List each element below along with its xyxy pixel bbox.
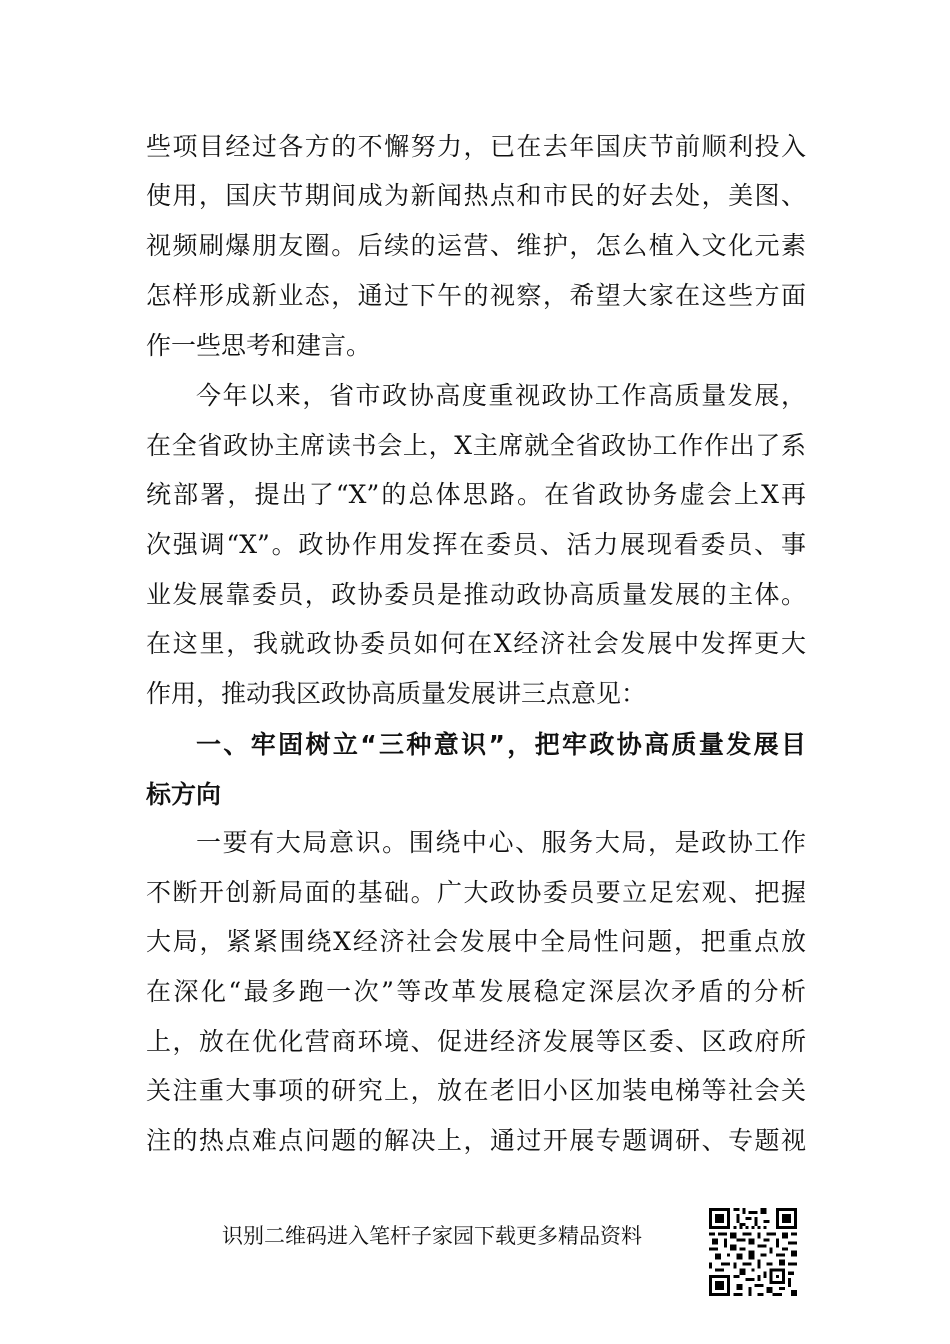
paragraph-2-line-3: 统部署，提出了“X”的总体思路。在省政协务虚会上X再 bbox=[146, 480, 806, 509]
paragraph-4-line-7: 注的热点难点问题的解决上，通过开展专题调研、专题视 bbox=[146, 1126, 806, 1155]
paragraph-1-line-1: 些项目经过各方的不懈努力，已在去年国庆节前顺利投入 bbox=[146, 132, 806, 161]
qr-code-icon[interactable] bbox=[709, 1208, 797, 1296]
paragraph-4-line-1: 一要有大局意识。围绕中心、服务大局，是政协工作 bbox=[196, 828, 806, 857]
paragraph-2-line-2: 在全省政协主席读书会上，X主席就全省政协工作作出了系 bbox=[146, 431, 806, 460]
paragraph-2-line-6: 在这里，我就政协委员如何在X经济社会发展中发挥更大 bbox=[146, 629, 806, 658]
paragraph-4-line-6: 关注重大事项的研究上，放在老旧小区加装电梯等社会关 bbox=[146, 1076, 806, 1105]
footer-promo-text: 识别二维码进入笔杆子家园下载更多精品资料 bbox=[222, 1224, 642, 1248]
paragraph-1-line-5: 作一些思考和建言。 bbox=[146, 331, 372, 360]
paragraph-4-line-3: 大局，紧紧围绕X经济社会发展中全局性问题，把重点放 bbox=[146, 927, 806, 956]
section-heading-line-1: 一、牢固树立“三种意识”，把牢政协高质量发展目 bbox=[196, 730, 806, 759]
paragraph-1-line-2: 使用，国庆节期间成为新闻热点和市民的好去处，美图、 bbox=[146, 181, 806, 210]
paragraph-1-line-4: 怎样形成新业态，通过下午的视察，希望大家在这些方面 bbox=[146, 281, 806, 310]
paragraph-1-line-3: 视频刷爆朋友圈。后续的运营、维护，怎么植入文化元素 bbox=[146, 231, 806, 260]
paragraph-4-line-2: 不断开创新局面的基础。广大政协委员要立足宏观、把握 bbox=[146, 878, 806, 907]
paragraph-4-line-5: 上，放在优化营商环境、促进经济发展等区委、区政府所 bbox=[146, 1027, 806, 1056]
section-heading-line-2: 标方向 bbox=[146, 780, 222, 809]
paragraph-4-line-4: 在深化“最多跑一次”等改革发展稳定深层次矛盾的分析 bbox=[146, 977, 806, 1006]
paragraph-2-line-7: 作用，推动我区政协高质量发展讲三点意见： bbox=[146, 679, 647, 708]
paragraph-2-line-5: 业发展靠委员，政协委员是推动政协高质量发展的主体。 bbox=[146, 580, 806, 609]
paragraph-2-line-1: 今年以来，省市政协高度重视政协工作高质量发展， bbox=[196, 381, 806, 410]
paragraph-2-line-4: 次强调“X”。政协作用发挥在委员、活力展现看委员、事 bbox=[146, 530, 806, 559]
